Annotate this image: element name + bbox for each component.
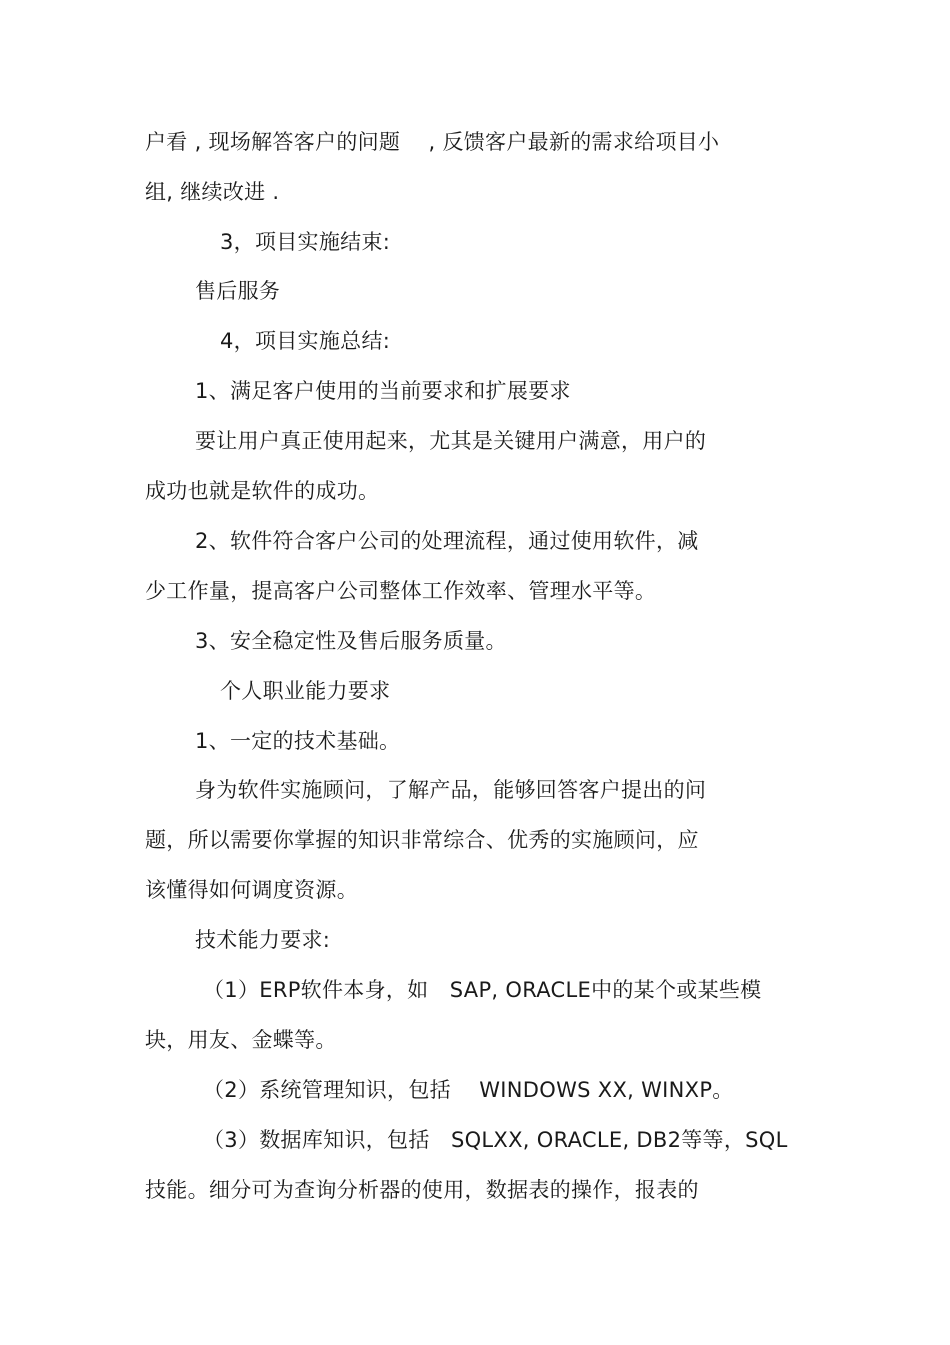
- list-item-erp: （1）ERP软件本身，如 SAP, ORACLE中的某个或某些模: [203, 978, 762, 1002]
- text-line-15: 题，所以需要你掌握的知识非常综合、优秀的实施顾问，应: [145, 828, 699, 852]
- list-item-3: 3、安全稳定性及售后服务质量。: [195, 629, 507, 653]
- text-line-4: 售后服务: [195, 279, 281, 303]
- text-line-8: 成功也就是软件的成功。: [145, 479, 380, 503]
- list-item-1: 1、满足客户使用的当前要求和扩展要求: [195, 379, 571, 403]
- section-heading-3: 3，项目实施结束:: [220, 230, 391, 254]
- text-line-1: 户看 , 现场解答客户的问题 , 反馈客户最新的需求给项目小: [145, 130, 720, 154]
- section-heading-4: 4，项目实施总结:: [220, 329, 391, 353]
- text-line-14: 身为软件实施顾问，了解产品，能够回答客户提出的问: [195, 778, 707, 802]
- list-item-2: 2、软件符合客户公司的处理流程，通过使用软件，减: [195, 529, 699, 553]
- section-heading-career: 个人职业能力要求: [220, 679, 391, 703]
- text-line-2: 组, 继续改进 .: [145, 180, 280, 204]
- list-item-database: （3）数据库知识，包括 SQLXX, ORACLE, DB2等等，SQL: [203, 1128, 788, 1152]
- text-line-22: 技能。细分可为查询分析器的使用，数据表的操作，报表的: [145, 1178, 699, 1202]
- text-line-16: 该懂得如何调度资源。: [145, 878, 358, 902]
- text-line-10: 少工作量，提高客户公司整体工作效率、管理水平等。: [145, 579, 657, 603]
- text-line-7: 要让用户真正使用起来，尤其是关键用户满意，用户的: [195, 429, 707, 453]
- subheading-tech-skills: 技术能力要求:: [195, 928, 331, 952]
- list-item-sysadmin: （2）系统管理知识，包括 WINDOWS XX, WINXP。: [203, 1078, 734, 1102]
- list-item-tech-base: 1、一定的技术基础。: [195, 729, 401, 753]
- text-line-19: 块，用友、金蝶等。: [145, 1028, 337, 1052]
